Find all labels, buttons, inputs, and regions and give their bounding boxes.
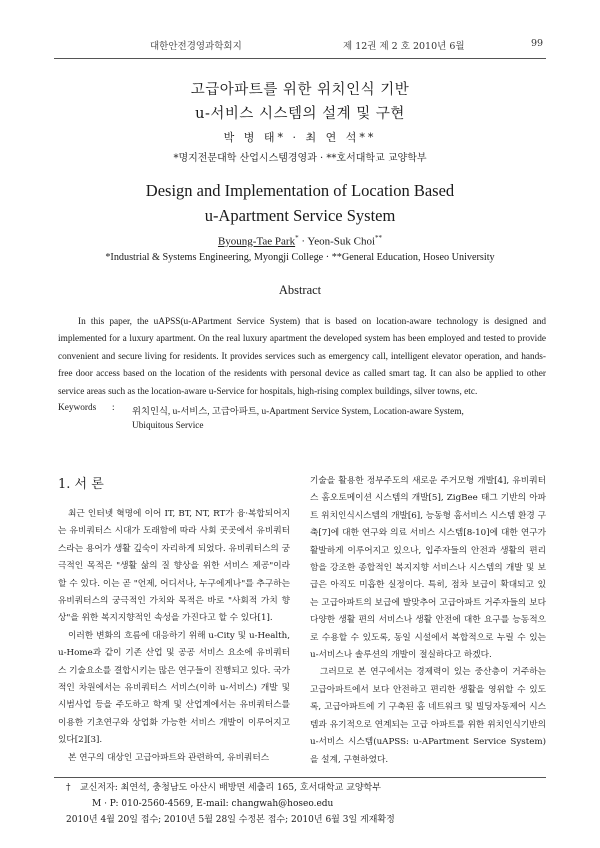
page-number: 99 — [531, 38, 544, 49]
korean-authors: 박 병 태* · 최 연 석** — [223, 131, 377, 144]
abstract-body — [58, 314, 546, 401]
right-column — [310, 473, 546, 769]
korean-title-line2: u-서비스 시스템의 설계 및 구현 — [195, 106, 405, 122]
footnote-line3: 2010년 4월 20일 접수; 2010년 5월 28일 수정본 접수; 2010년 6월 3일 게재확정 — [66, 815, 395, 825]
section1-heading: 1. 서 론 — [58, 477, 104, 492]
english-title-line1: Design and Implementation of Location Based — [145, 181, 455, 200]
footnote-rule — [54, 777, 546, 778]
author2-mark: ** — [375, 234, 383, 242]
right-paragraph: 그러므로 본 연구에서는 경제력이 있는 중산층이 거주하는 고급아파트에서 보다 안전하고 편리한 생활을 영위할 수 있도록, 고급아파트에 기 구축된 홈 네트워크 및 빌딩자동제어 시스템과 유기적으로 연계되는 고급 아파트를 위한 위치인식기반의 u-서비스 시스템(uAPSS: u-APartment Service System)을 설계, 구현하였다. — [310, 667, 546, 765]
english-affiliation: *Industrial & Systems Engineering, Myongji College · **General Education, Hoseo University — [105, 252, 495, 263]
left-paragraph: 이러한 변화의 흐름에 대응하기 위해 u-City 및 u-Health, u-Home과 같이 기존 산업 및 공공 서비스 요소에 유비쿼터스 기술요소를 결합시키는 많은 연구들이 진행되고 있다. 국가적인 차원에서는 유비쿼터스 서비스(이하 u-서비스) 개발 및 시범사업 등을 주도하고 학계 및 산업계에서는 유비쿼터스를 이용한 기초연구와 상업화 가능한 서비스 개발이 이루어지고 있다[2][3]. — [58, 630, 290, 746]
footnote-line2: M · P: 010-2560-4569, E-mail: changwah@hoseo.edu — [92, 799, 334, 809]
abstract-paragraph: In this paper, the uAPSS(u-APartment Service System) that is based on location-aware technology is designed and implemented for a luxury apartment. On the real luxury apartment the developed system has been employed and tested to provide convenient and secure living for residents. It provides services such as emergency call, intelligent elevator operation, and hands-free door access based on the location of the residents with personal device as called smart tag. It can also be applied to other service areas such as the location-aware u-Service for hospitals, high-rising complex buildings, silver towns, etc. — [58, 317, 546, 397]
footnote-line1: 교신저자: 최연석, 충청남도 아산시 배방면 세출리 165, 호서대학교 교양학부 — [80, 783, 381, 793]
korean-affiliation: *명지전문대학 산업시스템경영과 · **호서대학교 교양학부 — [173, 153, 427, 164]
abstract-heading: Abstract — [278, 283, 322, 297]
keywords-line2: Ubiquitous Service — [132, 421, 204, 431]
keywords-label: Keywords — [58, 403, 97, 413]
left-column — [58, 506, 290, 767]
korean-title-line1: 고급아파트를 위한 위치인식 기반 — [190, 82, 410, 98]
volume-info: 제 12권 제 2 호 2010년 6월 — [343, 41, 465, 52]
right-paragraph: 기술을 활용한 정부주도의 새로운 주거모형 개발[4], 유비쿼터스 홈오토메이션 시스템의 개발[5], ZigBee 태그 기반의 아파트 위치인식시스템의 개발[6], 능동형 홈서비스 시스템 환경 구축[7]에 대한 연구와 의료 서비스 시스템[8-10]에 대한 연구가 활발하게 이루어지고 있으나, 입주자들의 안전과 생활의 편리함을 강조한 종합적인 복지지향 서비스나 시스템의 개발 및 보급은 아직도 미흡한 실정이다. 특히, 점차 보급이 확대되고 있는 고급아파트의 보급에 발맞추어 고급아파트 거주자들의 보다 다양한 생활 편의 서비스나 생활 안전에 대한 요구를 능동적으로 수용할 수 있도록, 동일 시설에서 복합적으로 누릴 수 있는 u-서비스나 솔루션의 개발이 절실하다고 하겠다. — [310, 476, 546, 661]
keywords-colon: : — [112, 403, 115, 413]
left-paragraph: 최근 인터넷 혁명에 이어 IT, BT, NT, RT가 융·복합되어지는 유비쿼터스 시대가 도래함에 따라 사회 곳곳에서 유비쿼터스라는 용어가 생활 깊숙이 자리하게 되었다. 유비쿼터스의 궁극적인 목적은 "생활 삶의 질 향상을 위한 서비스 제공"이라 할 수 있다. 이는 곧 "언제, 어디서나, 누구에게나"를 추구하는 유비쿼터스의 궁극적인 가치와 목적은 바로 "사회적 가치 향상"을 위한 복지지향적인 속성을 가진다고 할 수 있다[1]. — [58, 509, 290, 624]
header-rule — [54, 58, 546, 59]
left-paragraph: 본 연구의 대상인 고급아파트와 관련하여, 유비쿼터스 — [68, 752, 270, 763]
english-title-line2: u-Apartment Service System — [204, 206, 396, 225]
keywords-line1: 위치인식, u-서비스, 고급아파트, u-Apartment Service System, Location-aware System, — [132, 407, 464, 417]
footnote-symbol: † — [66, 783, 71, 793]
english-authors — [0, 234, 600, 248]
journal-name: 대한안전경영과학회지 — [150, 41, 242, 52]
author2-name: Yeon-Suk Choi — [307, 235, 376, 248]
author1-name: Byoung-Tae Park — [217, 235, 296, 248]
author-separator: · — [298, 235, 308, 248]
author1-mark: * — [295, 234, 299, 242]
